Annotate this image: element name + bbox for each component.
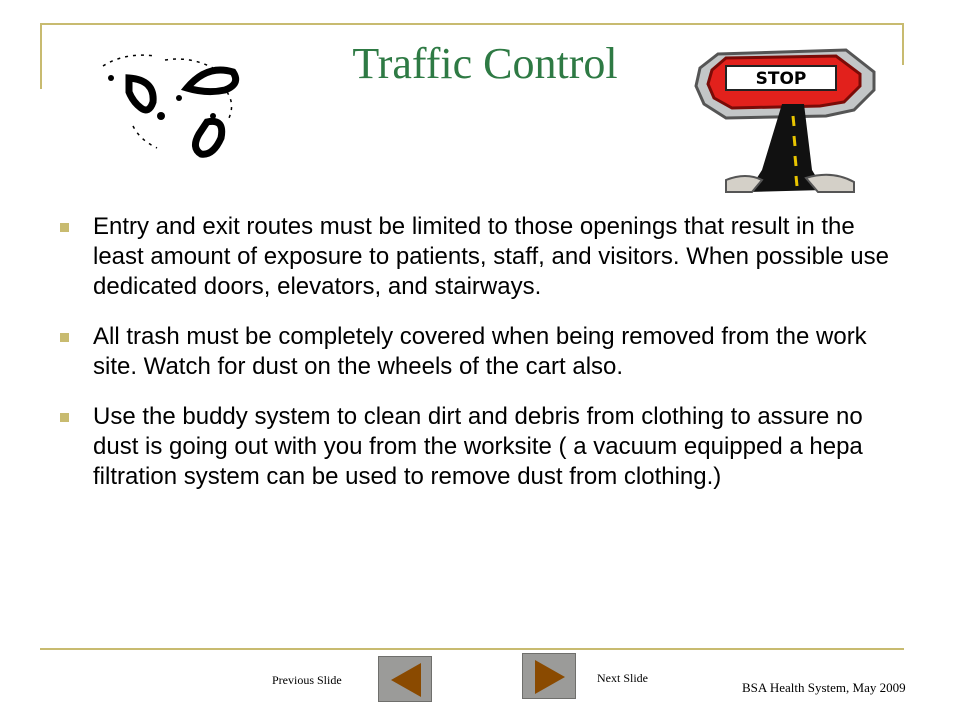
footer-divider: [40, 648, 904, 650]
stop-sign-text: STOP: [755, 69, 807, 89]
arrow-right-icon: [523, 654, 577, 700]
bullet-text: Use the buddy system to clean dirt and debris from clothing to assure no dust is going out with you from the worksite ( a vacuum equipped a hepa filtration system can be used to remove dust from clothing.): [93, 403, 863, 490]
bullet-text: All trash must be completely covered when being removed from the work site. Watch for dust on the wheels of the cart also.: [93, 323, 867, 380]
bullet-item: [60, 402, 890, 492]
bullet-item: [60, 212, 890, 302]
slide-title: Traffic Control: [352, 39, 618, 88]
previous-slide-button[interactable]: [378, 656, 432, 702]
frame-right-line: [902, 23, 904, 65]
frame-top-line: [40, 23, 904, 25]
next-slide-label: Next Slide: [597, 671, 648, 685]
arrow-left-icon: [379, 657, 433, 703]
next-slide-button[interactable]: [522, 653, 576, 699]
stop-sign-icon: [686, 46, 882, 203]
bullet-square-icon: [60, 333, 69, 342]
bullet-square-icon: [60, 223, 69, 232]
footer-credit: BSA Health System, May 2009: [742, 680, 906, 695]
frame-left-line: [40, 23, 42, 89]
footprints-icon: [95, 52, 245, 169]
bullet-list: [60, 212, 890, 512]
previous-slide-label: Previous Slide: [272, 673, 342, 687]
bullet-square-icon: [60, 413, 69, 422]
bullet-item: [60, 322, 890, 382]
bullet-text: Entry and exit routes must be limited to those openings that result in the least amount of exposure to patients, staff, and visitors. When possible use dedicated doors, elevators, and stairways.: [93, 213, 889, 300]
